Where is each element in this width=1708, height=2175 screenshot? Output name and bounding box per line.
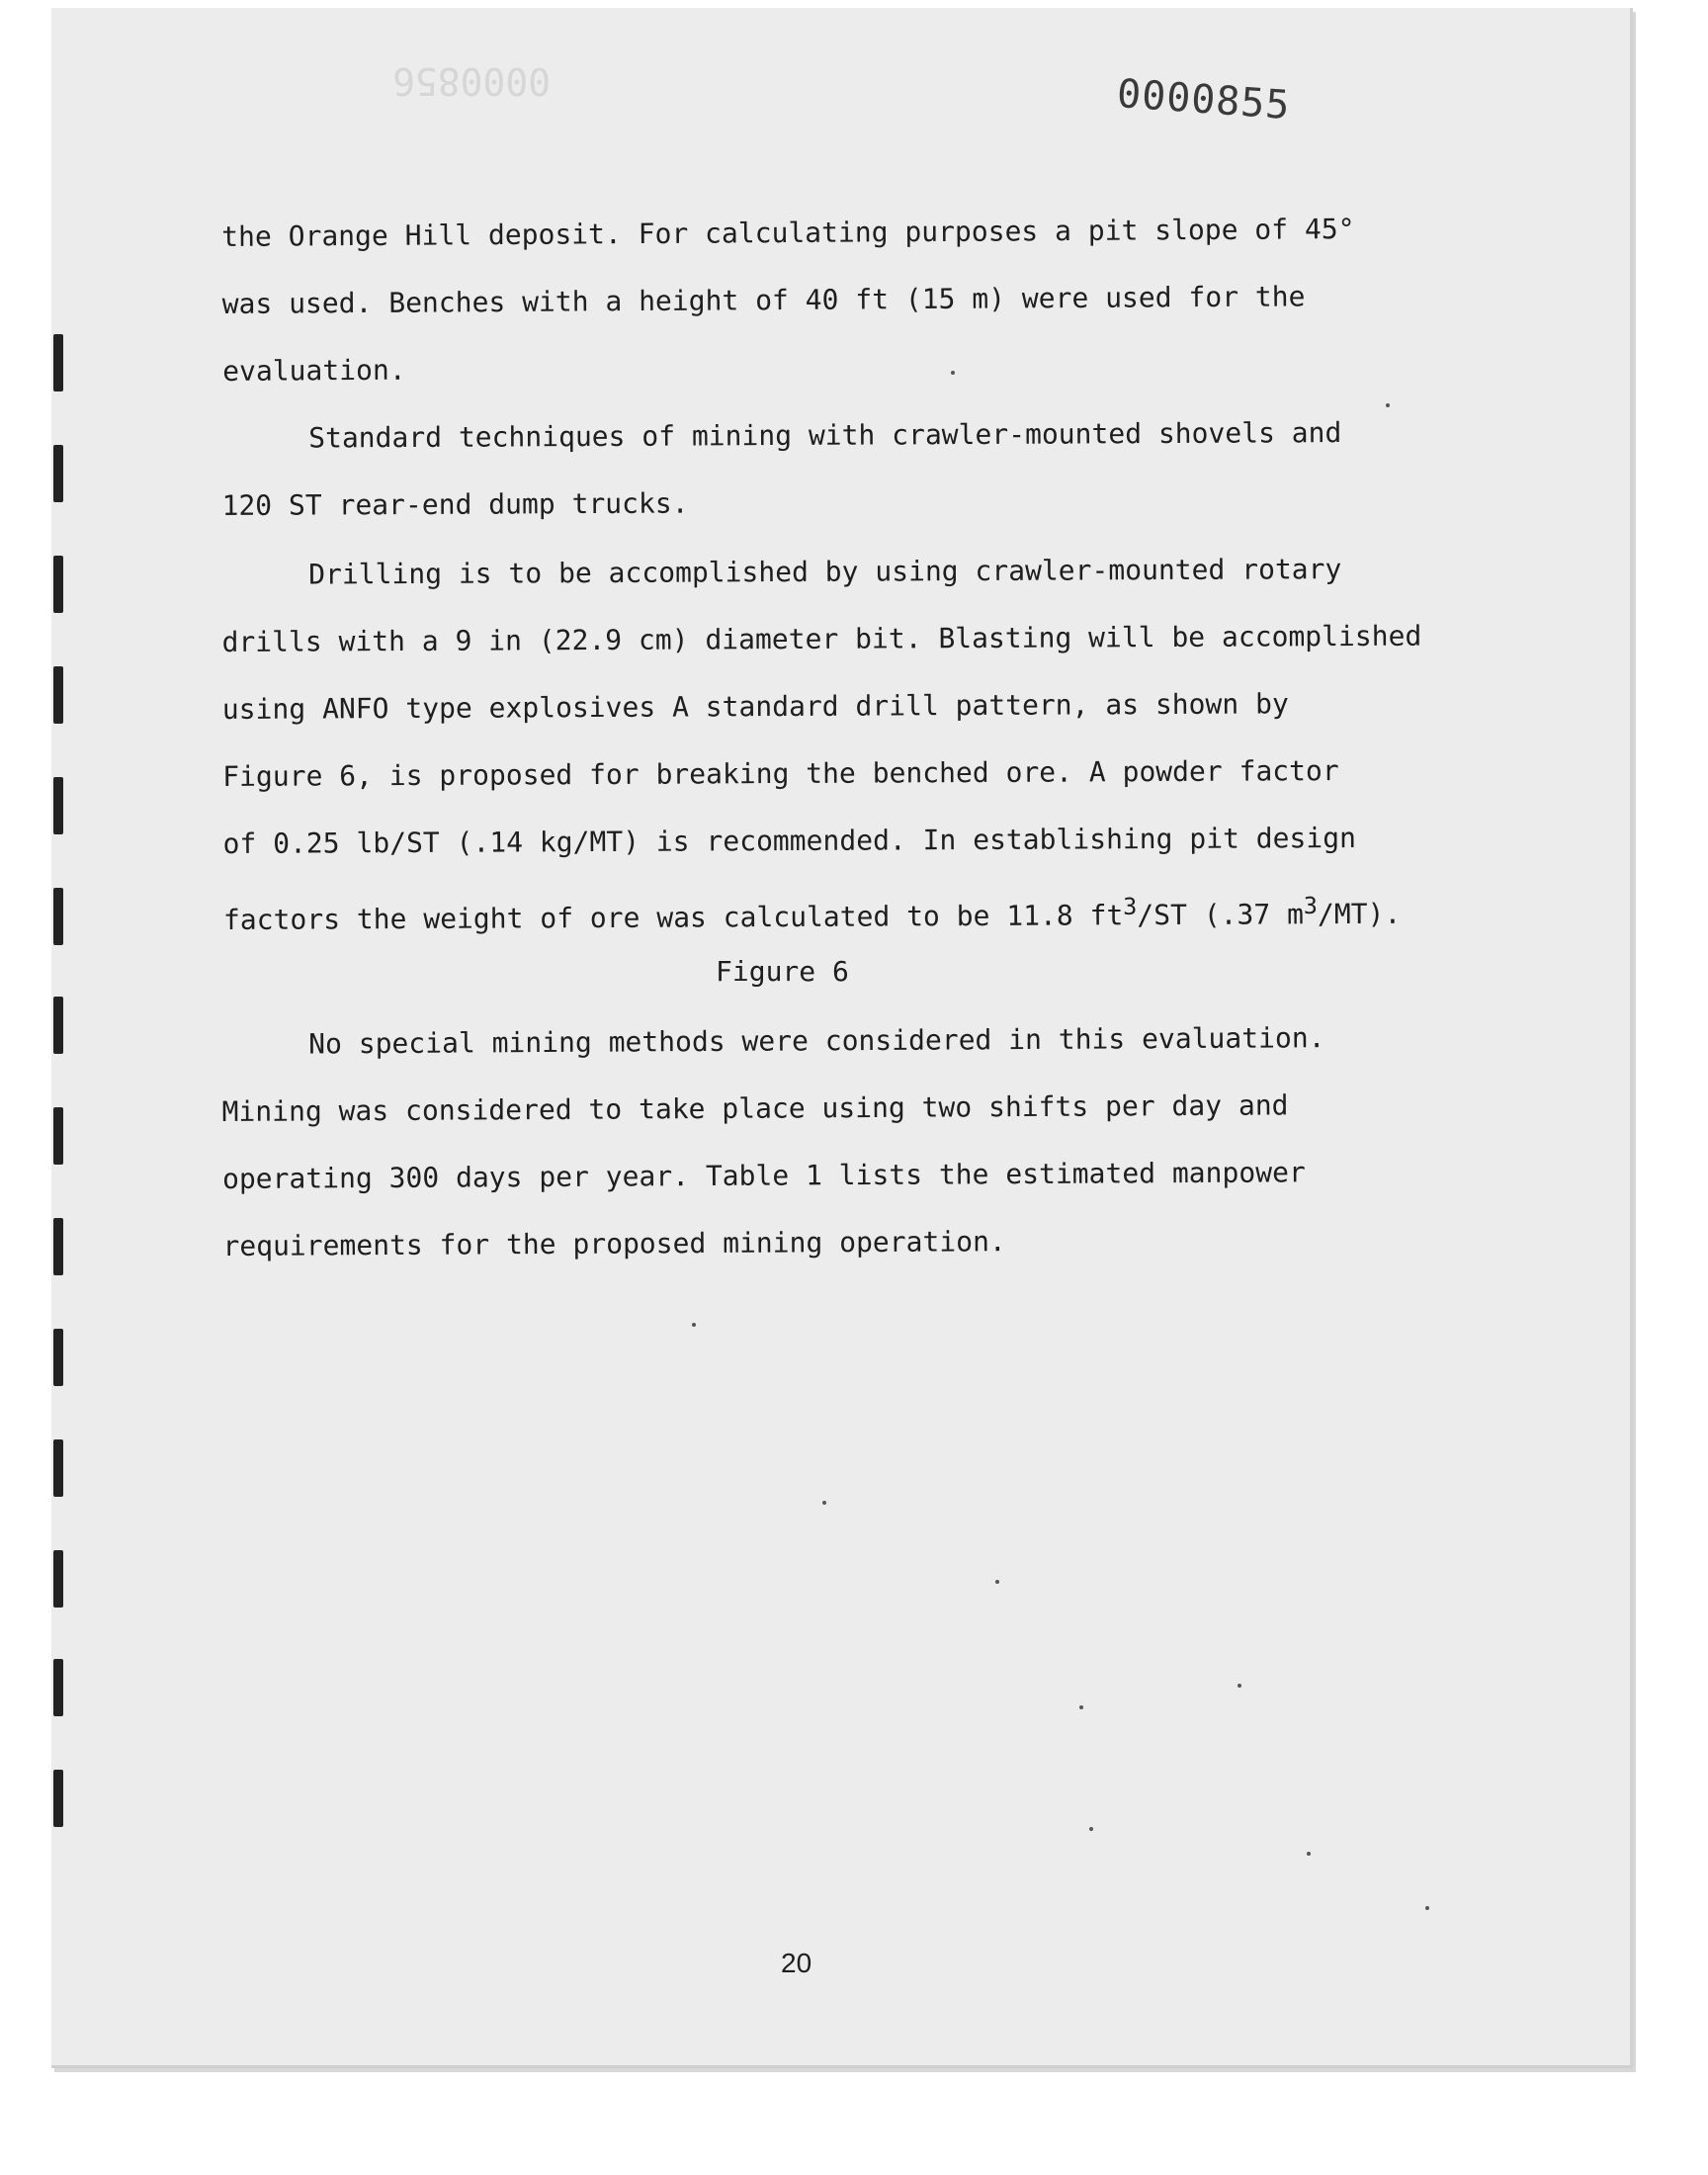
scan-speck: [822, 1501, 826, 1505]
text-line: 120 ST rear-end dump trucks.: [221, 486, 689, 522]
document-stamp-number: 0000855: [1115, 70, 1292, 130]
scan-speck: [1386, 403, 1390, 407]
text-line: drills with a 9 in (22.9 cm) diameter bit. Blasting will be accomplished: [221, 619, 1422, 658]
binding-hole: [53, 1218, 63, 1275]
text-line: requirements for the proposed mining operation.: [222, 1225, 1006, 1262]
text-line-with-units: factors the weight of ore was calculated to be 11.8 $ft^3/ST$ (.37 $m^3/MT$).: [222, 892, 1402, 937]
scan-speck: [1238, 1684, 1241, 1688]
text-line: of 0.25 lb/ST (.14 kg/MT) is recommended. In establishing pit design: [222, 821, 1356, 860]
page-number: 20: [781, 1948, 812, 1978]
scan-speck: [692, 1323, 696, 1327]
binding-hole: [53, 997, 63, 1054]
figure-caption: Figure 6: [716, 955, 849, 988]
binding-hole: [53, 334, 63, 392]
binding-hole: [53, 445, 63, 502]
binding-hole: [53, 1107, 63, 1165]
scan-speck: [1079, 1705, 1083, 1709]
text-line: the Orange Hill deposit. For calculating purposes a pit slope of 45°: [221, 212, 1355, 253]
paragraph-drilling: [221, 535, 1548, 954]
text-line: Drilling is to be accomplished by using crawler-mounted rotary: [308, 553, 1342, 591]
scan-speck: [1425, 1906, 1429, 1910]
text-line: Standard techniques of mining with crawler-mounted shovels and: [308, 416, 1342, 455]
scan-speck: [951, 371, 955, 375]
text-line: operating 300 days per year. Table 1 lists the estimated manpower: [221, 1156, 1306, 1195]
binding-hole: [53, 1439, 63, 1497]
binding-hole: [53, 1550, 63, 1608]
binding-hole: [53, 1659, 63, 1716]
binding-hole: [53, 556, 63, 613]
binding-hole: [53, 777, 63, 834]
paragraph-mining-techniques: [221, 398, 1547, 540]
text-line: Figure 6, is proposed for breaking the benched ore. A powder factor: [222, 754, 1339, 793]
scan-speck: [1307, 1852, 1311, 1856]
text-line: using ANFO type explosives A standard drill pattern, as shown by: [221, 687, 1289, 726]
binding-hole: [53, 1770, 63, 1827]
scan-speck: [995, 1580, 999, 1584]
paragraph-pit-slope: [221, 195, 1547, 405]
paragraph-mining-methods: [221, 1003, 1548, 1280]
text-line: was used. Benches with a height of 40 ft (15 m) were used for the: [221, 280, 1306, 320]
binding-hole: [53, 666, 63, 724]
text-line: evaluation.: [222, 353, 406, 388]
binding-holes: [51, 206, 69, 2044]
text-line: Mining was considered to take place using two shifts per day and: [221, 1088, 1289, 1128]
text-line: No special mining methods were considered in this evaluation.: [308, 1021, 1325, 1061]
show-through-stamp: 0000856: [392, 59, 552, 103]
scanned-page: [51, 8, 1633, 2068]
scan-speck: [1089, 1827, 1093, 1831]
binding-hole: [53, 888, 63, 945]
binding-hole: [53, 1329, 63, 1386]
page-edge-bottom: [51, 2065, 1633, 2068]
page-edge-right: [1630, 8, 1633, 2068]
